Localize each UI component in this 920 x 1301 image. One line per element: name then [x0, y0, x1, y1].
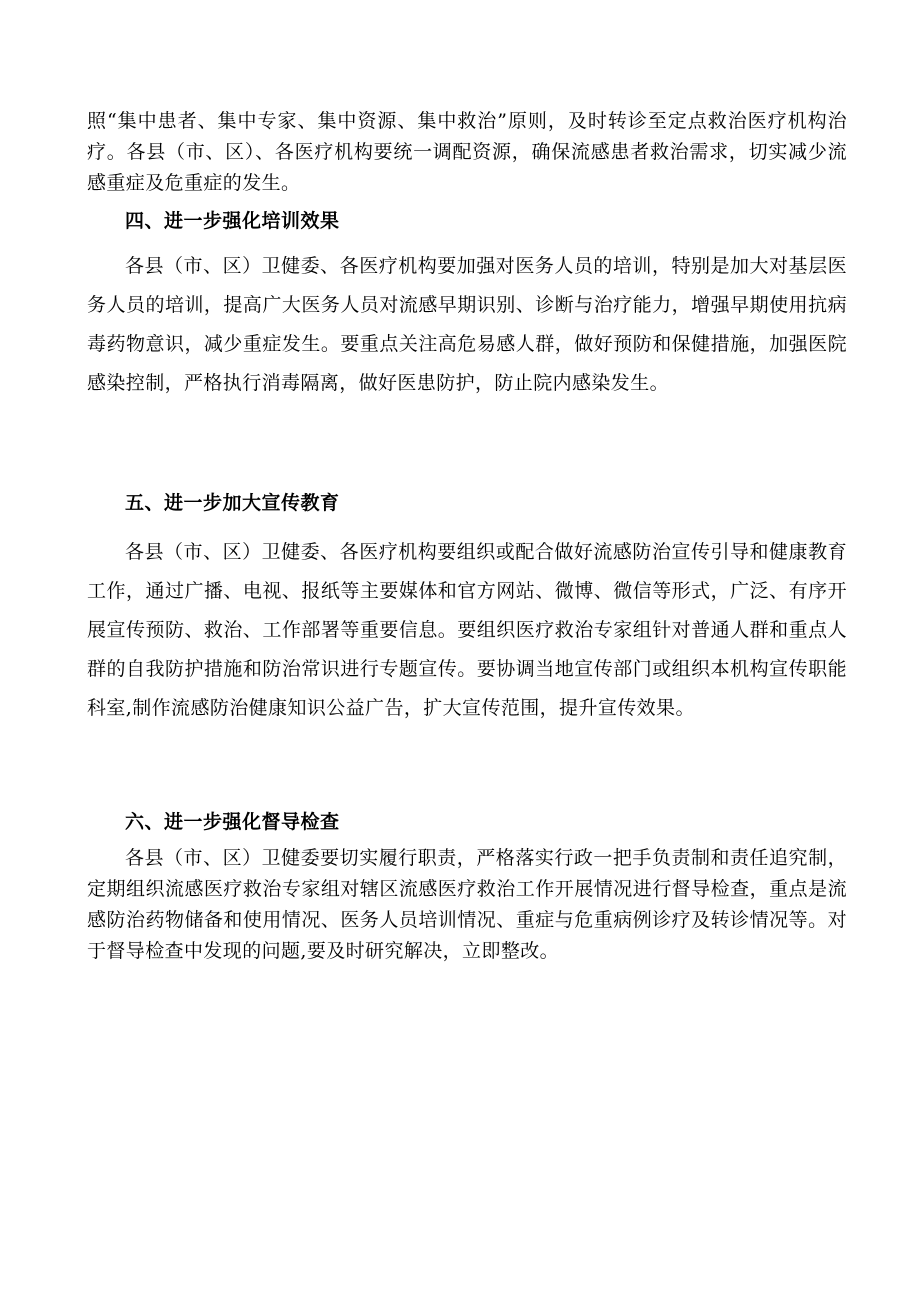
section-heading-training: 四、进一步强化培训效果	[125, 210, 340, 232]
section-heading-supervision: 六、进一步强化督导检查	[125, 811, 340, 833]
section-heading-publicity: 五、进一步加大宣传教育	[125, 492, 340, 514]
section-body-publicity: 各县（市、区）卫健委、各医疗机构要组织或配合做好流感防治宣传引导和健康教育工作，通过广播、电视、报纸等主要媒体和官方网站、微博、微信等形式，广泛、有序开展宣传预防、救治、工作部署等重要信息。要组织医疗救治专家组针对普通人群和重点人群的自我防护措施和防治常识进行专题宣传。要协调当地宣传部门或组织本机构宣传职能科室,制作流感防治健康知识公益广告，扩大宣传范围，提升宣传效果。	[87, 541, 847, 719]
section-body-training: 各县（市、区）卫健委、各医疗机构要加强对医务人员的培训，特别是加大对基层医务人员的培训，提高广大医务人员对流感早期识别、诊断与治疗能力，增强早期使用抗病毒药物意识，减少重症发生。要重点关注高危易感人群，做好预防和保健措施，加强医院感染控制，严格执行消毒隔离，做好医患防护，防止院内感染发生。	[87, 255, 847, 394]
continuation-paragraph: 照“集中患者、集中专家、集中资源、集中救治”原则，及时转诊至定点救治医疗机构治疗。各县（市、区）、各医疗机构要统一调配资源，确保流感患者救治需求，切实减少流感重症及危重症的发生。	[87, 110, 847, 194]
section-body-supervision: 各县（市、区）卫健委要切实履行职责，严格落实行政一把手负责制和责任追究制，定期组织流感医疗救治专家组对辖区流感医疗救治工作开展情况进行督导检查，重点是流感防治药物储备和使用情况、医务人员培训情况、重症与危重病例诊疗及转诊情况等。对于督导检查中发现的问题,要及时研究解决，立即整改。	[87, 847, 847, 962]
